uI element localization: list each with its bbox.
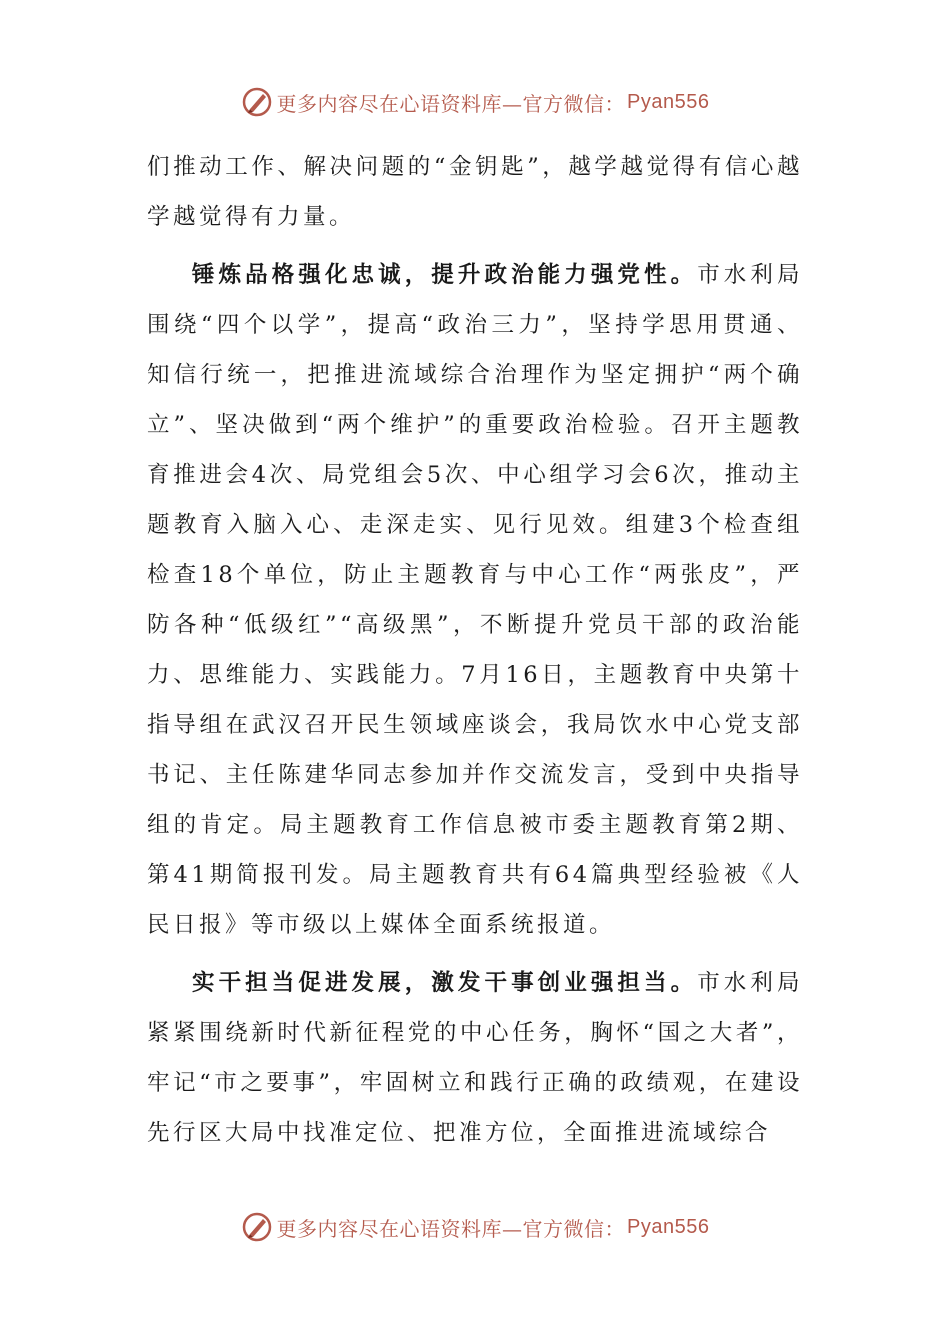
pen-logo-icon <box>241 86 273 118</box>
watermark-text: 更多内容尽在心语资料库—官方微信： <box>276 1216 626 1241</box>
watermark-text: 更多内容尽在心语资料库—官方微信： <box>276 91 626 116</box>
paragraph-heading: 锤炼品格强化忠诚，提升政治能力强党性。 <box>192 262 698 288</box>
watermark-wechat-id: Pyan556 <box>627 90 710 113</box>
paragraph-text: 市水利局紧紧围绕新时代新征程党的中心任务，胸怀“国之大者”，牢记“市之要事”，牢固树立和践行正确的政绩观，在建设先行区大局中找准定位、把准方位，全面推进流域综合 <box>147 970 803 1146</box>
paragraph-heading: 实干担当促进发展，激发干事创业强担当。 <box>192 970 698 996</box>
pen-logo-icon <box>241 1211 273 1243</box>
paragraph-loyalty <box>147 250 803 950</box>
footer-watermark <box>0 1211 950 1243</box>
document-body <box>147 142 803 1158</box>
paragraph-text: 们推动工作、解决问题的“金钥匙”，越学越觉得有信心越学越觉得有力量。 <box>147 154 803 230</box>
watermark-wechat-id: Pyan556 <box>627 1215 710 1238</box>
paragraph-text: 市水利局围绕“四个以学”，提高“政治三力”，坚持学思用贯通、知信行统一，把推进流域综合治理作为坚定拥护“两个确立”、坚决做到“两个维护”的重要政治检验。召开主题教育推进会4次、局党组会5次、中心组学习会6次，推动主题教育入脑入心、走深走实、见行见效。组建3个检查组检查18个单位，防止主题教育与中心工作“两张皮”，严防各种“低级红”“高级黑”，不断提升党员干部的政治能力、思维能力、实践能力。7月16日，主题教育中央第十指导组在武汉召开民生领域座谈会，我局饮水中心党支部书记、主任陈建华同志参加并作交流发言，受到中央指导组的肯定。局主题教育工作信息被市委主题教育第2期、第41期简报刊发。局主题教育共有64篇典型经验被《人民日报》等市级以上媒体全面系统报道。 <box>147 262 803 938</box>
paragraph-responsibility <box>147 958 803 1158</box>
paragraph-continuation <box>147 142 803 242</box>
header-watermark <box>0 86 950 118</box>
